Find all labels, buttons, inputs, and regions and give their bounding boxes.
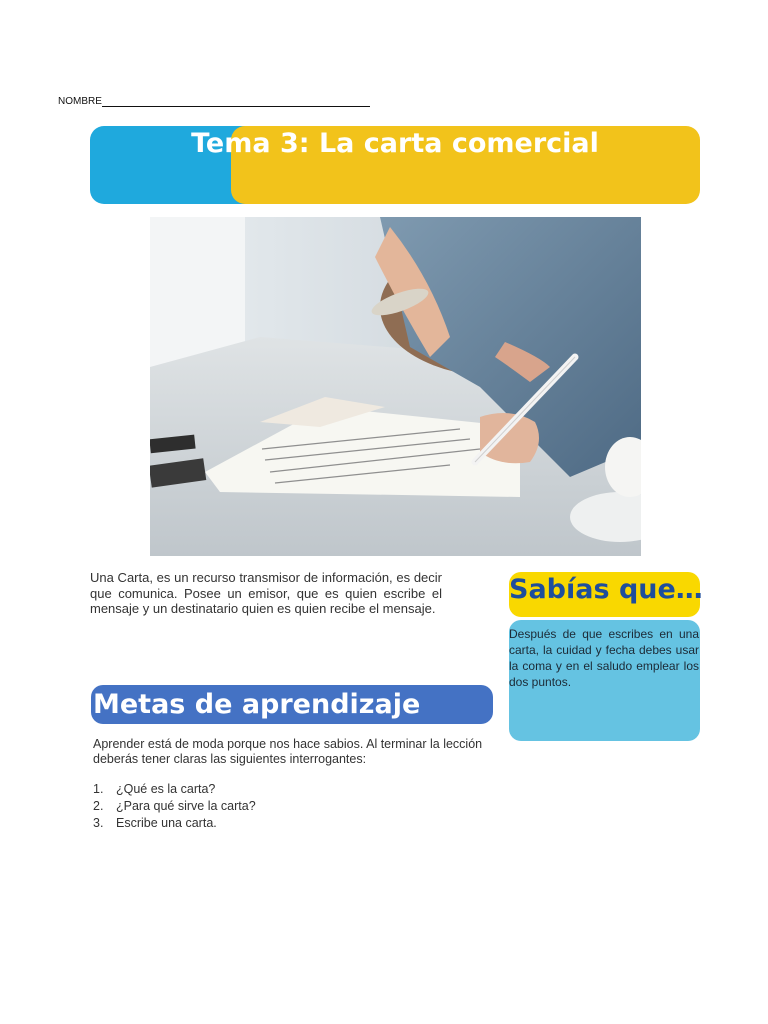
did-you-know-title: Sabías que… [509, 574, 703, 605]
list-item: 3. Escribe una carta. [93, 816, 217, 830]
name-underline [102, 97, 370, 107]
learning-goals-title: Metas de aprendizaje [93, 689, 421, 720]
intro-paragraph: Una Carta, es un recurso transmisor de información, es decir que comunica. Posee un emisor, que es quien escribe el mensaje y un destinatario quien es quien recibe el mensaje. [90, 570, 442, 616]
learning-goals-paragraph: Aprender está de moda porque nos hace sabios. Al terminar la lección deberás tener claras las siguientes interrogantes: [93, 737, 483, 766]
name-label: NOMBRE [58, 96, 102, 107]
list-item: 2. ¿Para qué sirve la carta? [93, 799, 256, 813]
writing-letter-photo [150, 217, 641, 556]
goals-list [93, 781, 256, 832]
list-item: 1. ¿Qué es la carta? [93, 782, 216, 796]
name-field[interactable] [58, 96, 370, 107]
lesson-title: Tema 3: La carta comercial [191, 128, 599, 159]
did-you-know-text: Después de que escribes en una carta, la cuidad y fecha debes usar la coma y en el saludo emplear los dos puntos. [509, 627, 699, 689]
